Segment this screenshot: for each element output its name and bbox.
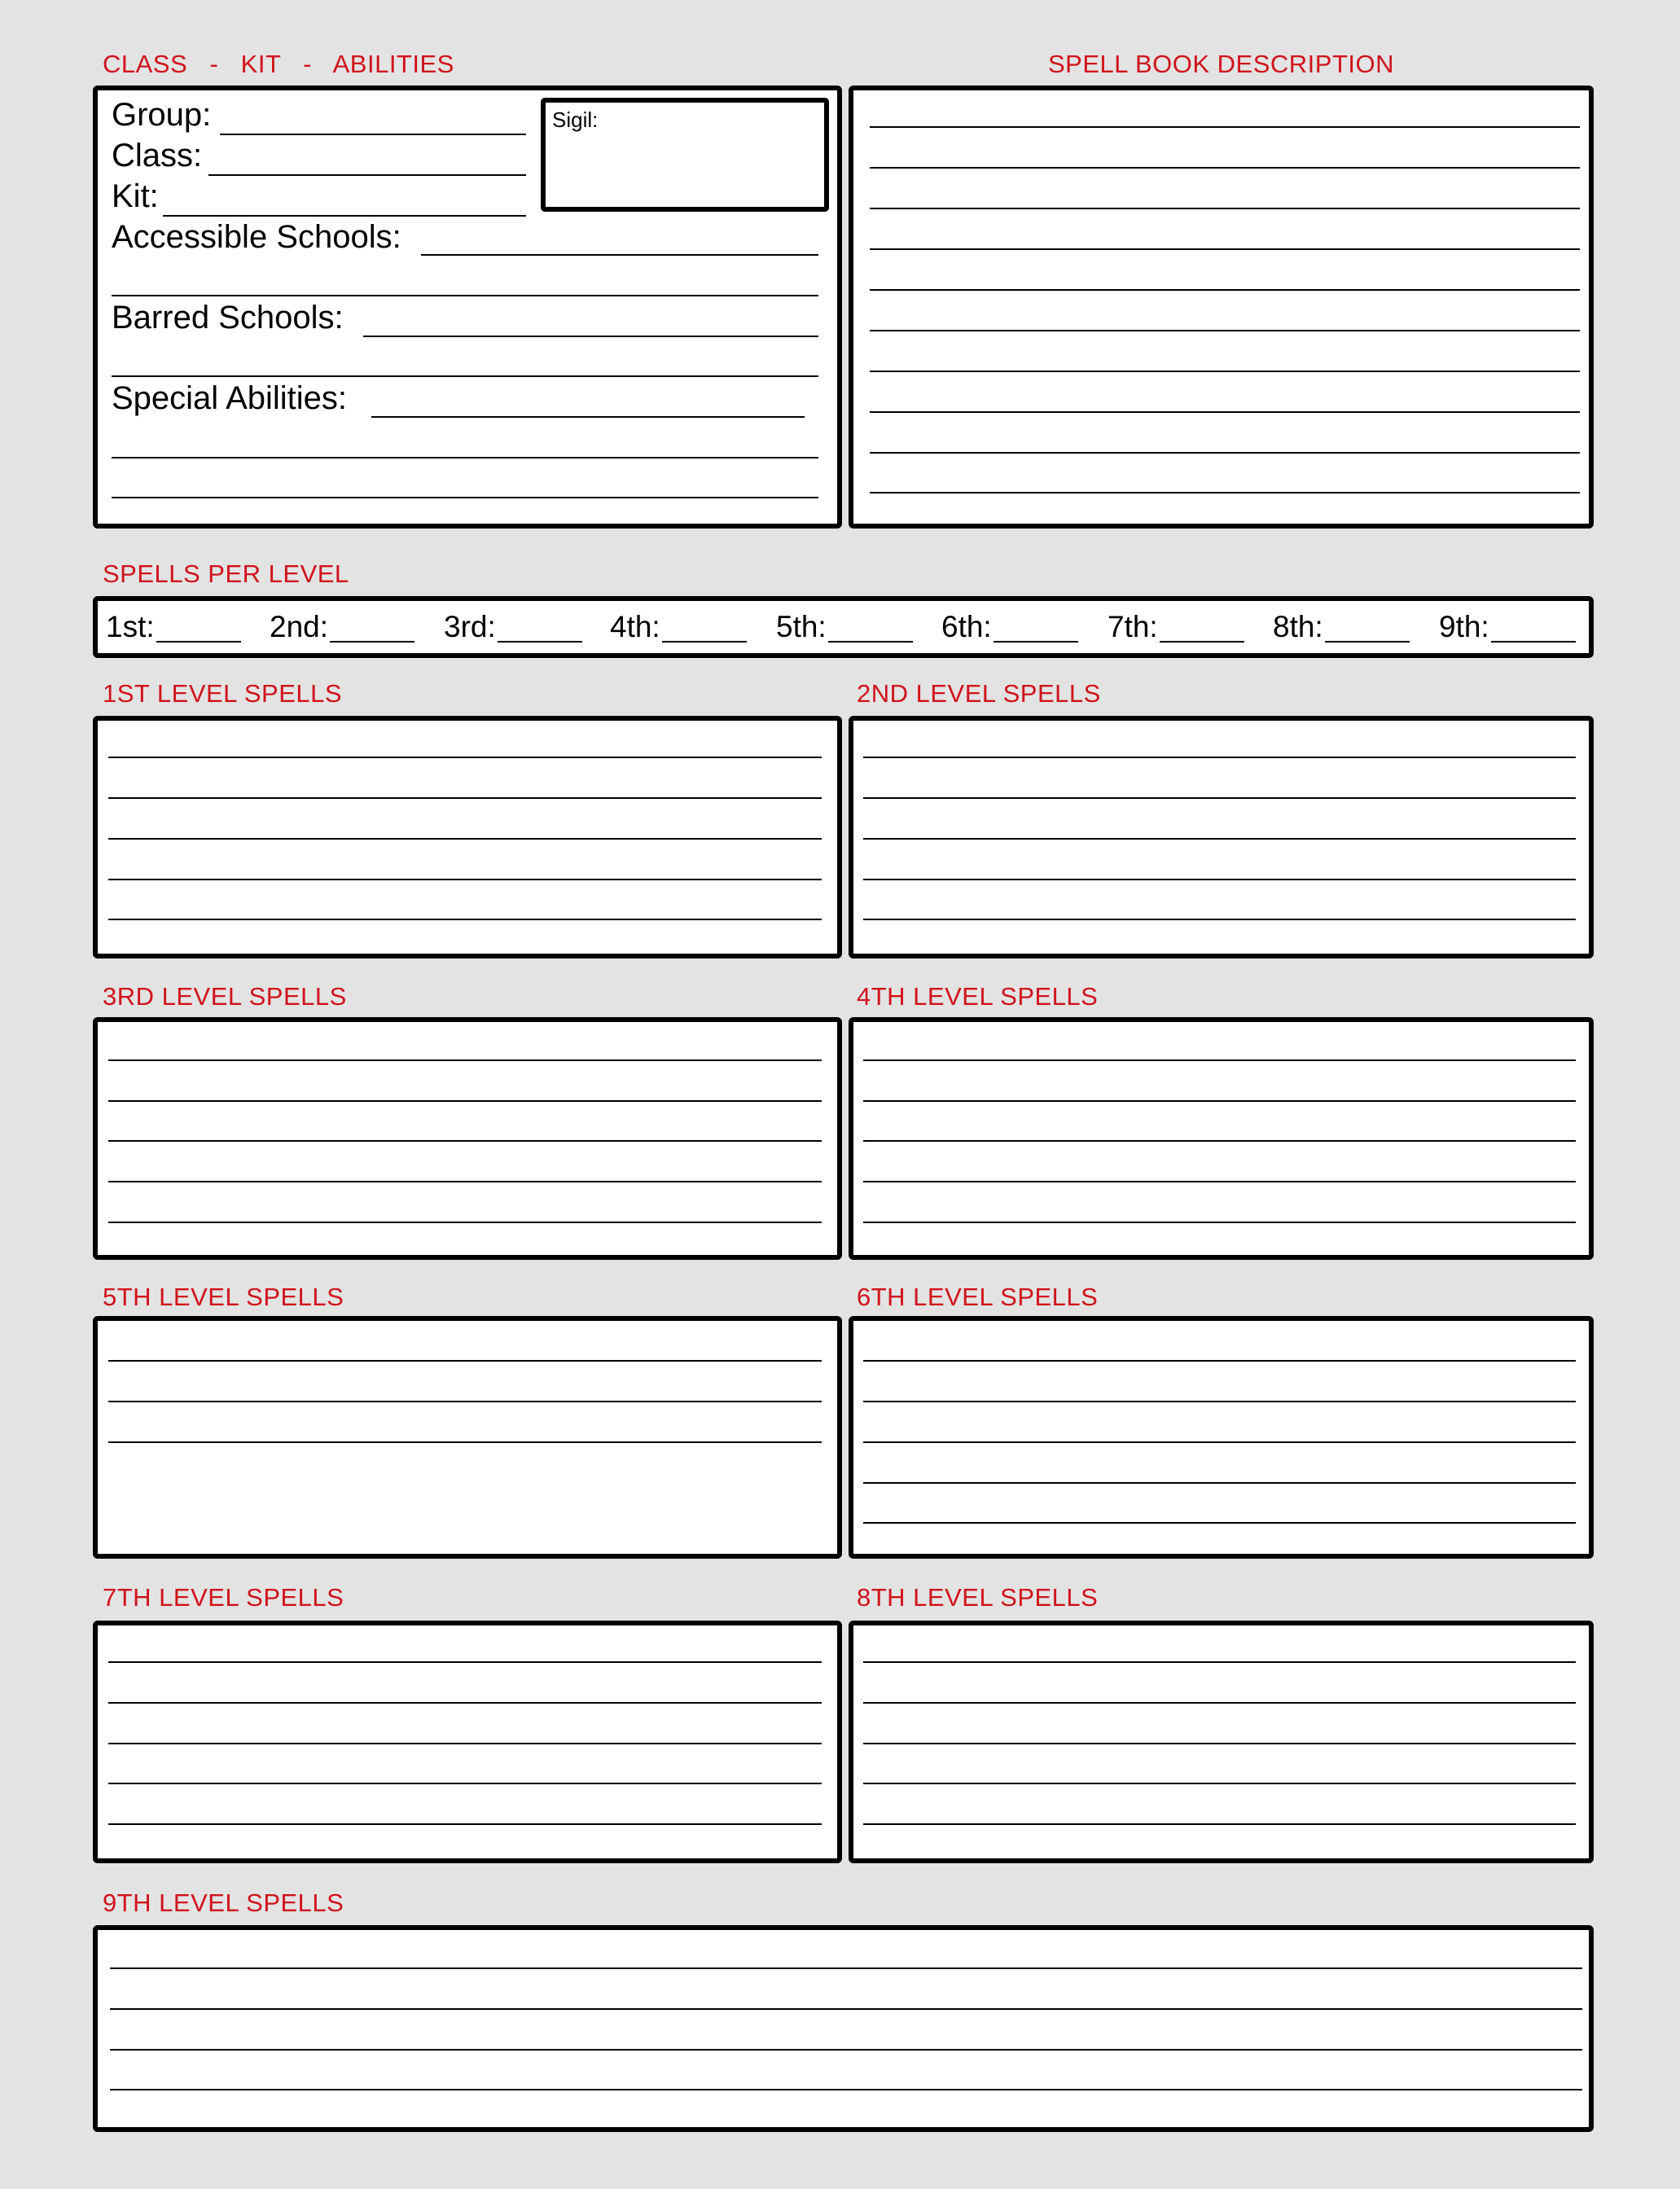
spell-line[interactable] (863, 1140, 1576, 1142)
per-level-label: 1st: (106, 610, 155, 643)
spell-line[interactable] (863, 797, 1576, 799)
spell-book-line[interactable] (870, 411, 1580, 413)
spells-per-level-8th[interactable] (1273, 596, 1410, 658)
level-3-spells-box (93, 1017, 842, 1260)
section-header-spell-book-description: SPELL BOOK DESCRIPTION (1048, 50, 1395, 78)
spells-per-level-7th[interactable] (1108, 596, 1244, 658)
per-level-blank[interactable] (994, 641, 1078, 643)
spell-line[interactable] (110, 2089, 1582, 2090)
spell-line[interactable] (108, 1360, 822, 1362)
spell-line[interactable] (110, 2008, 1582, 2010)
spell-line[interactable] (863, 1222, 1576, 1223)
spell-line[interactable] (108, 1222, 822, 1223)
level-1-spells-box (93, 716, 842, 959)
per-level-blank[interactable] (330, 641, 415, 643)
per-level-blank[interactable] (156, 641, 241, 643)
level-8-spells-box (849, 1621, 1594, 1863)
spell-book-line[interactable] (870, 371, 1580, 372)
spell-line[interactable] (108, 1401, 822, 1402)
spell-line[interactable] (108, 1661, 822, 1663)
spell-line[interactable] (108, 1140, 822, 1142)
per-level-label: 6th: (941, 610, 992, 643)
per-level-label: 5th: (776, 610, 827, 643)
per-level-blank[interactable] (1325, 641, 1410, 643)
accessible-schools-field-line[interactable] (421, 254, 818, 256)
spell-line[interactable] (108, 1441, 822, 1443)
barred-schools-label: Barred Schools: (112, 300, 344, 336)
spell-line[interactable] (108, 1100, 822, 1102)
per-level-blank[interactable] (1491, 641, 1576, 643)
spell-line[interactable] (108, 1059, 822, 1061)
section-header-level-9: 9TH LEVEL SPELLS (103, 1889, 344, 1917)
level-9-spells-box (93, 1925, 1594, 2132)
level-7-spells-box (93, 1621, 842, 1863)
section-header-level-3: 3RD LEVEL SPELLS (103, 982, 347, 1011)
section-header-level-1: 1ST LEVEL SPELLS (103, 679, 343, 708)
spells-per-level-1st[interactable] (106, 596, 241, 658)
spell-line[interactable] (863, 879, 1576, 880)
accessible-schools-label: Accessible Schools: (112, 219, 401, 255)
kit-label: Kit: (112, 178, 159, 214)
spell-line[interactable] (863, 1441, 1576, 1443)
special-abilities-label: Special Abilities: (112, 380, 348, 416)
group-field-line[interactable] (220, 134, 526, 135)
spell-line[interactable] (108, 1702, 822, 1704)
spells-per-level-5th[interactable] (776, 596, 913, 658)
spell-book-line[interactable] (870, 248, 1580, 250)
per-level-label: 7th: (1108, 610, 1158, 643)
group-label: Group: (112, 97, 212, 133)
spell-line[interactable] (108, 1823, 822, 1825)
spell-book-line[interactable] (870, 126, 1580, 128)
section-header-class-kit-abilities: CLASS - KIT - ABILITIES (103, 50, 454, 78)
per-level-label: 8th: (1273, 610, 1323, 643)
spells-per-level-9th[interactable] (1439, 596, 1576, 658)
section-header-level-2: 2ND LEVEL SPELLS (857, 679, 1101, 708)
spell-book-line[interactable] (870, 492, 1580, 494)
spell-line[interactable] (108, 1181, 822, 1182)
spell-book-line[interactable] (870, 208, 1580, 209)
spell-book-description-box (849, 86, 1594, 529)
spell-line[interactable] (863, 1661, 1576, 1663)
sigil-box[interactable] (541, 98, 829, 212)
section-header-level-4: 4TH LEVEL SPELLS (857, 982, 1099, 1011)
spell-line[interactable] (863, 1100, 1576, 1102)
spell-line[interactable] (108, 797, 822, 799)
spells-per-level-2nd[interactable] (270, 596, 415, 658)
spell-line[interactable] (110, 1967, 1582, 1969)
spell-line[interactable] (863, 757, 1576, 758)
section-header-level-7: 7TH LEVEL SPELLS (103, 1583, 344, 1612)
per-level-label: 2nd: (270, 610, 329, 643)
special-abilities-extra-line-2[interactable] (112, 497, 818, 498)
spell-line[interactable] (863, 838, 1576, 840)
spell-line[interactable] (863, 1181, 1576, 1182)
spells-per-level-4th[interactable] (610, 596, 747, 658)
spells-per-level-3rd[interactable] (444, 596, 582, 658)
special-abilities-extra-line-1[interactable] (112, 457, 818, 458)
per-level-label: 9th: (1439, 610, 1489, 643)
spell-line[interactable] (108, 1783, 822, 1784)
spell-line[interactable] (863, 1783, 1576, 1784)
spell-line[interactable] (108, 879, 822, 880)
special-abilities-field-line[interactable] (371, 416, 805, 418)
level-2-spells-box (849, 716, 1594, 959)
barred-schools-field-line[interactable] (363, 336, 818, 337)
spell-line[interactable] (110, 2049, 1582, 2051)
spell-line[interactable] (863, 1482, 1576, 1484)
sigil-label: Sigil: (552, 107, 599, 132)
per-level-label: 4th: (610, 610, 660, 643)
section-header-level-5: 5TH LEVEL SPELLS (103, 1283, 344, 1311)
spell-line[interactable] (863, 1360, 1576, 1362)
accessible-schools-extra-line[interactable] (112, 295, 818, 296)
class-label: Class: (112, 138, 203, 173)
spell-line[interactable] (863, 919, 1576, 920)
spell-line[interactable] (863, 1823, 1576, 1825)
per-level-blank[interactable] (498, 641, 582, 643)
class-field-line[interactable] (208, 174, 526, 176)
spell-book-line[interactable] (870, 289, 1580, 291)
spell-book-line[interactable] (870, 330, 1580, 331)
level-5-spells-box (93, 1316, 842, 1559)
per-level-blank[interactable] (1160, 641, 1244, 643)
spell-line[interactable] (108, 1743, 822, 1744)
spells-per-level-6th[interactable] (941, 596, 1078, 658)
per-level-blank[interactable] (662, 641, 747, 643)
spell-line[interactable] (108, 838, 822, 840)
spell-line[interactable] (863, 1743, 1576, 1744)
spell-book-line[interactable] (870, 452, 1580, 454)
section-header-spells-per-level: SPELLS PER LEVEL (103, 559, 349, 588)
section-header-level-8: 8TH LEVEL SPELLS (857, 1583, 1099, 1612)
spell-line[interactable] (108, 919, 822, 920)
spell-book-line[interactable] (870, 167, 1580, 169)
spell-line[interactable] (863, 1401, 1576, 1402)
section-header-level-6: 6TH LEVEL SPELLS (857, 1283, 1099, 1311)
level-4-spells-box (849, 1017, 1594, 1260)
kit-field-line[interactable] (163, 215, 526, 217)
barred-schools-extra-line[interactable] (112, 375, 818, 377)
spell-line[interactable] (863, 1059, 1576, 1061)
spell-line[interactable] (108, 757, 822, 758)
spell-line[interactable] (863, 1522, 1576, 1524)
spell-line[interactable] (863, 1702, 1576, 1704)
per-level-label: 3rd: (444, 610, 496, 643)
per-level-blank[interactable] (828, 641, 913, 643)
